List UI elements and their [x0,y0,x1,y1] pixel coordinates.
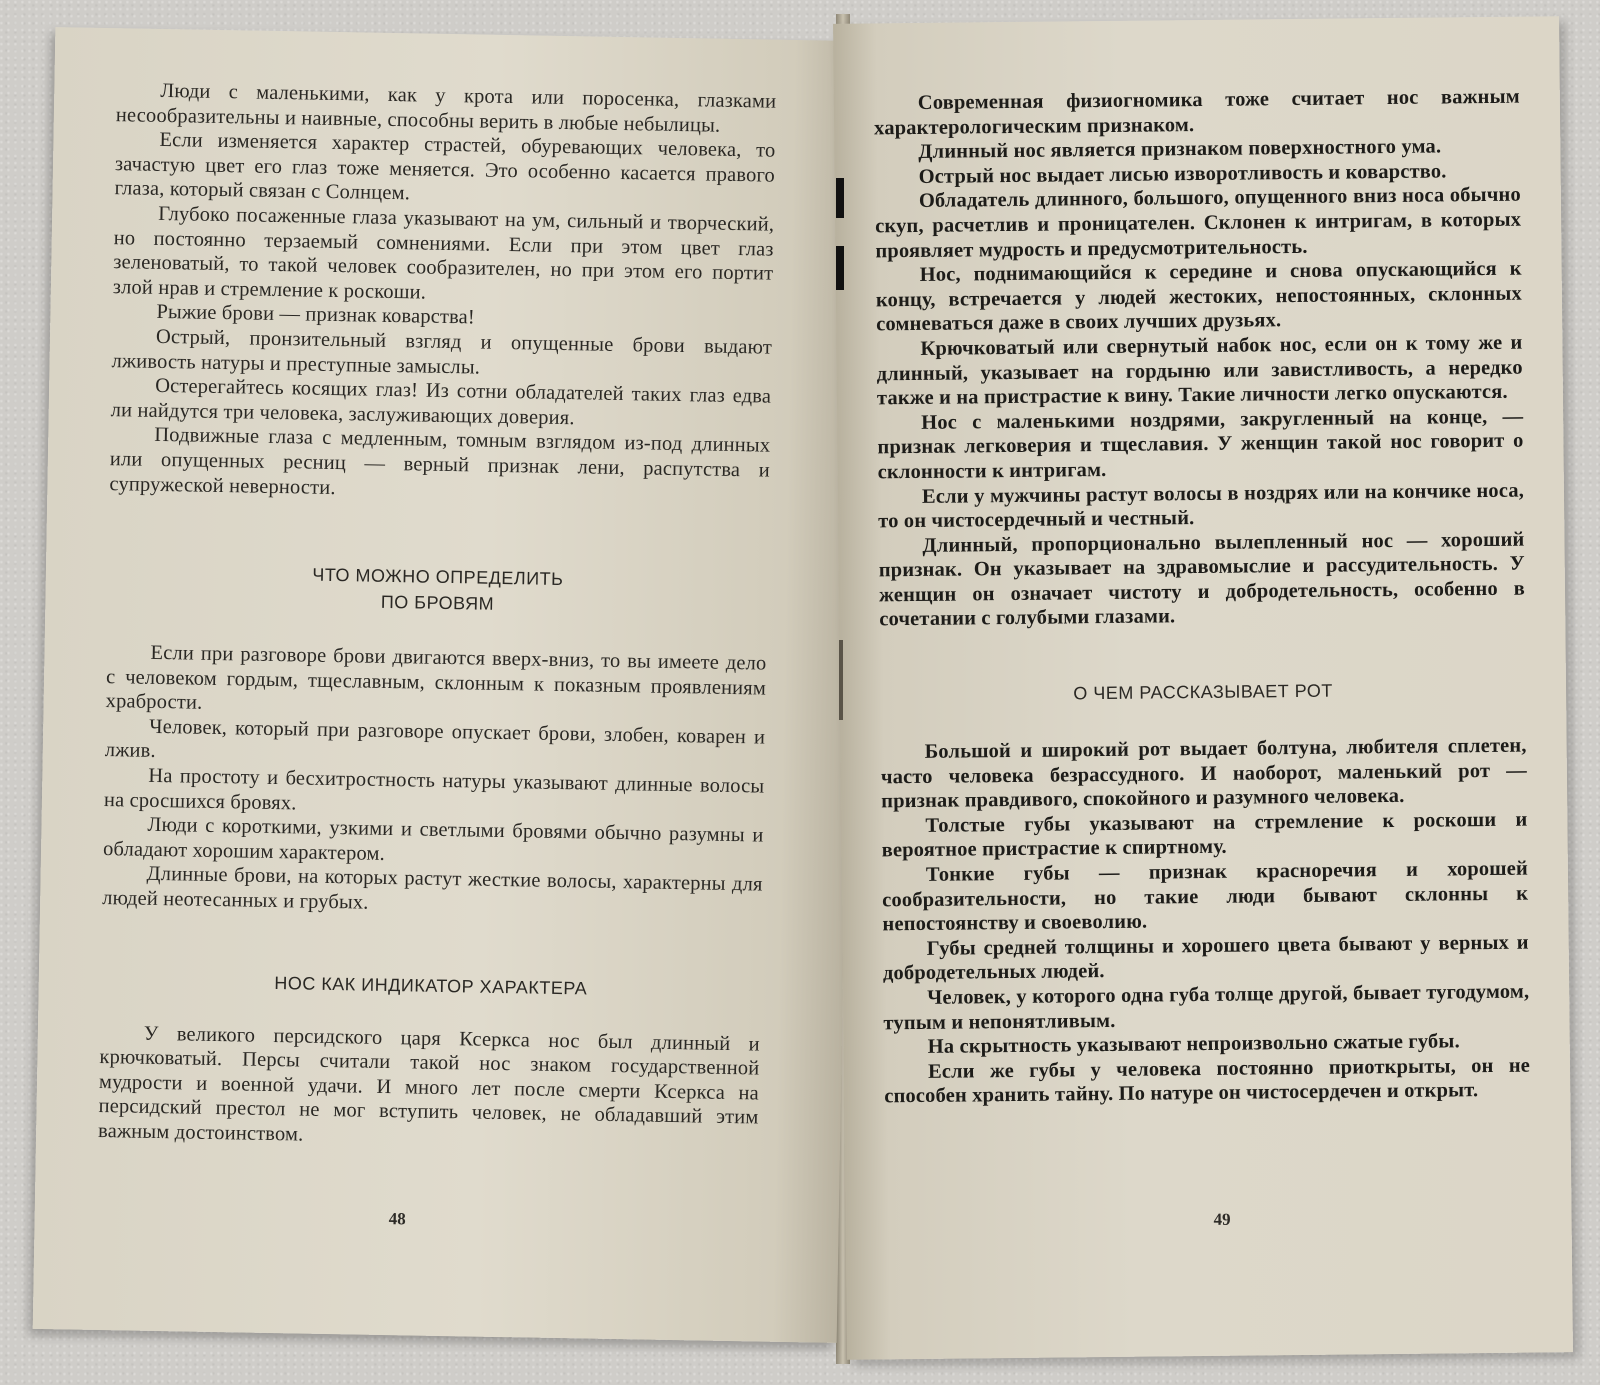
paragraph: Подвижные глаза с медленным, томным взглядом из-под длинных или опущенных ресниц — верный признак лени, распутства и супружеской неверности. [109,424,771,499]
paragraph: Длинный, пропорционально вылепленный нос — хороший признак. Он указывает на здравомыслие и рассудительность. У женщин он означает чистоту и добродетельность, особенно в сочетании с голубыми глазами. [878,528,1526,631]
section-heading-brows-line2: ПО БРОВЯМ [380,591,495,614]
page-number-right: 49 [1213,1209,1231,1229]
paragraph: Если при разговоре брови двигаются вверх-вниз, то вы имеете дело с человеком гордым, тщеславным, склонным к показным проявлениям храбрости. [105,641,767,715]
left-page-content [98,78,776,1155]
paragraph: Нос, поднимающийся к середине и снова опускающийся к концу, встречается у людей жестоких, непостоянных, склонных сомневаться даже в своих лучших друзьях. [875,257,1523,336]
paragraph: Обладатель длинного, большого, опущенного вниз носа обычно скуп, расчетлив и проницателен. Склонен к интригам, в которых проявляет мудрость и предусмотрительность. [875,184,1522,262]
paragraph: На скрытность указывают непроизвольно сжатые губы. [927,1030,1460,1059]
paragraph: Крючковатый или свернутый набок нос, если он к тому же и длинный, указывает на гордыню или завистливость, а нередко также и на пристрастие к вину. Такие личности легко опускаются. [876,331,1523,410]
paragraph: Губы средней толщины и хорошего цвета бывают у верных и добродетельных людей. [882,931,1529,985]
paragraph: Люди с короткими, узкими и светлыми бровями обычно разумны и обладают хорошим характером. [102,814,764,865]
section-heading-mouth: О ЧЕМ РАССКАЗЫВАЕТ РОТ [1073,680,1333,704]
section-heading-brows-line1: ЧТО МОЖНО ОПРЕДЕЛИТЬ [312,564,564,590]
paragraph: Глубоко посаженные глаза указывают на ум, сильный и творческий, но постоянно терзаемый сомнениями. Если при этом цвет глаз зеленоватый, то такой человек сообразителен, но при этом его портит злой нрав и стремление к роскоши. [112,202,775,304]
paragraph: Острый, пронзительный взгляд и опущенные брови выдают лживость натуры и преступные замыслы. [111,325,773,379]
right-page-content [874,85,1531,1110]
paragraph: Тонкие губы — признак красноречия и хорошей сообразительности, но такие люди бывают склонны к непостоянству и своеволию. [882,857,1529,936]
paragraph: Если у мужчины растут волосы в ноздрях или на кончике носа, то он чистосердечный и честный. [878,479,1525,533]
left-page [33,27,860,1343]
paragraph: На простоту и бесхитростность натуры указывают длинные волосы на сросшихся бровях. [103,764,765,815]
paragraph: Современная физиогномика тоже считает нос важным характерологическим признаком. [874,85,1520,140]
binding-mark [836,246,844,290]
paragraph: Человек, у которого одна губа толще другой, бывает тугодумом, тупым и непонятливым. [883,980,1530,1034]
paragraph: Толстые губы указывают на стремление к роскоши и вероятное пристрастие к спиртному. [881,808,1528,862]
paragraph: Длинные брови, на которых растут жесткие волосы, характерны для людей неотесанных и грубых. [102,863,763,914]
paragraph: Острый нос выдает лисью изворотливость и коварство. [918,160,1447,188]
binding-mark [839,640,843,720]
paragraph: Нос с маленькими ноздрями, закругленный на конце, — признак легковерия и тщеславия. У женщин такой нос говорит о склонности к интригам. [877,405,1524,484]
binding-mark [836,178,844,218]
paragraph: Длинный нос является признаком поверхностного ума. [918,135,1442,164]
paragraph: Человек, который при разговоре опускает брови, злобен, коварен и лжив. [104,715,766,763]
paragraph: Рыжие брови — признак коварства! [156,301,476,329]
right-page [833,16,1573,1360]
paragraph: Если же губы у человека постоянно приоткрыты, он не способен хранить тайну. По натуре он чистосердечен и открыт. [884,1054,1531,1108]
paragraph: У великого персидского царя Ксеркса нос был длинный и крючковатый. Персы считали такой нос знаком государственной мудрости и военной удачи. И много лет после смерти Ксеркса на персидский престол не мог вступить человек, не обладавший этим важным достоинством. [97,1022,760,1146]
section-heading-nose: НОС КАК ИНДИКАТОР ХАРАКТЕРА [274,972,588,999]
paragraph: Остерегайтесь косящих глаз! Из сотни обладателей таких глаз едва ли найдутся три человека, заслуживающих доверия. [110,375,772,429]
paragraph: Люди с маленькими, как у крота или поросенка, глазками несообразительны и наивные, способны верить в любые небылицы. [115,79,777,137]
page-number-left: 48 [388,1209,406,1229]
paragraph: Большой и широкий рот выдает болтуна, любителя сплетен, часто человека безрассудного. И наоборот, маленький рот — признак правдивого, спокойного и разумного человека. [880,734,1527,813]
paragraph: Если изменяется характер страстей, обуревающих человека, то зачастую цвет его глаз тоже меняется. Это особенно касается правого глаза, который связан с Солнцем. [114,129,776,205]
